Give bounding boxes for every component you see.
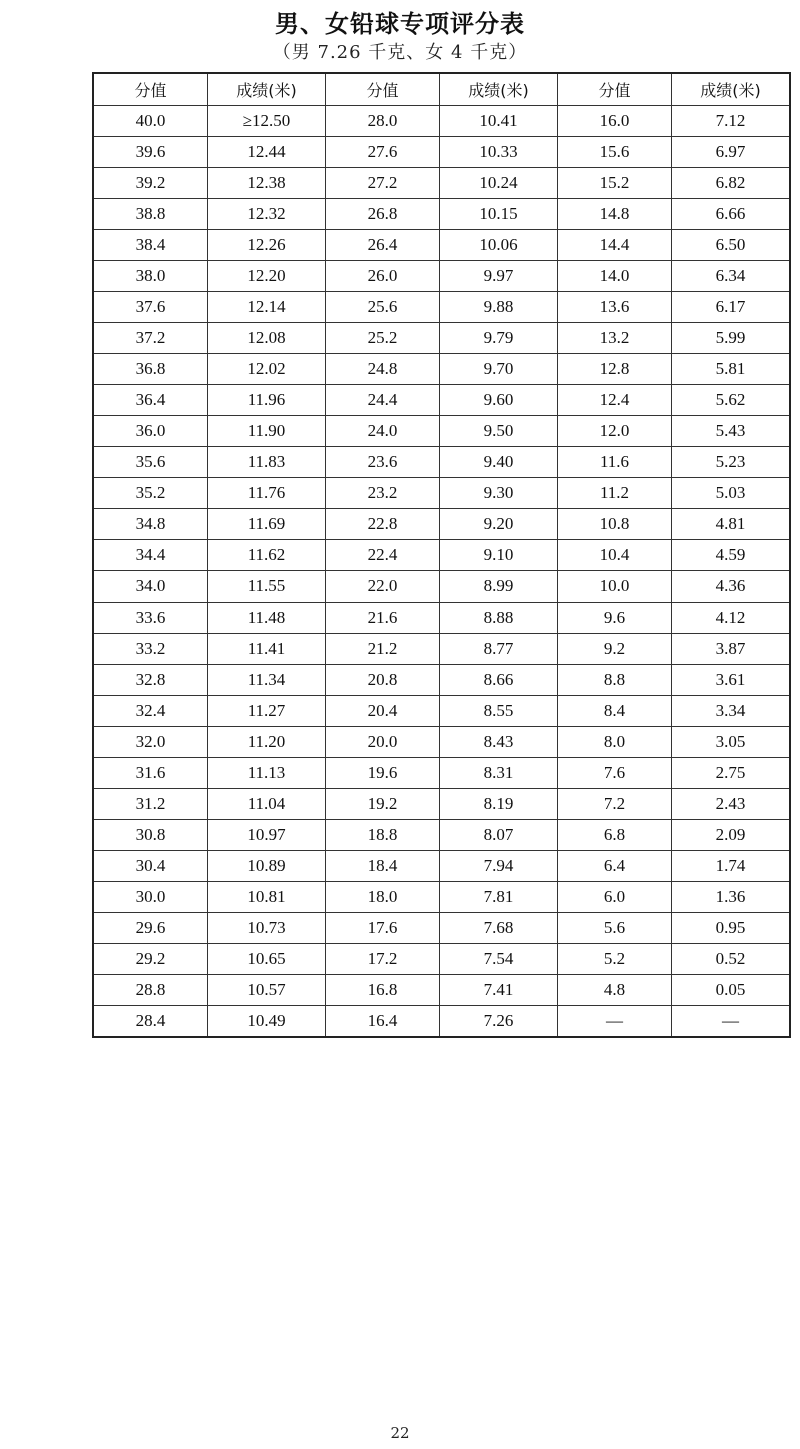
result-cell: 7.54: [440, 944, 558, 975]
score-cell: 26.8: [326, 198, 440, 229]
score-cell: 23.6: [326, 447, 440, 478]
score-cell: 21.2: [326, 633, 440, 664]
page-title: 男、女铅球专项评分表: [275, 10, 525, 38]
score-cell: 16.4: [326, 1006, 440, 1037]
result-cell: 11.90: [208, 416, 326, 447]
result-cell: 11.13: [208, 757, 326, 788]
result-cell: 12.14: [208, 291, 326, 322]
result-cell: 8.66: [440, 664, 558, 695]
table-row: [93, 198, 790, 229]
score-cell: 12.4: [558, 385, 672, 416]
score-cell: 39.6: [93, 136, 208, 167]
score-cell: 37.6: [93, 291, 208, 322]
score-cell: 9.6: [558, 602, 672, 633]
score-cell: 32.0: [93, 726, 208, 757]
score-cell: 24.0: [326, 416, 440, 447]
result-cell: 8.43: [440, 726, 558, 757]
score-cell: 8.8: [558, 664, 672, 695]
result-cell: 12.20: [208, 260, 326, 291]
column-header-result: 成绩(米): [440, 73, 558, 105]
score-cell: 14.0: [558, 260, 672, 291]
result-cell: 11.62: [208, 540, 326, 571]
result-cell: 8.31: [440, 757, 558, 788]
result-cell: 10.89: [208, 851, 326, 882]
score-cell: 4.8: [558, 975, 672, 1006]
score-cell: 6.8: [558, 819, 672, 850]
score-cell: 39.2: [93, 167, 208, 198]
score-cell: 12.8: [558, 354, 672, 385]
score-cell: 28.8: [93, 975, 208, 1006]
score-cell: 7.6: [558, 757, 672, 788]
score-cell: 26.4: [326, 229, 440, 260]
score-cell: 10.8: [558, 509, 672, 540]
score-cell: 35.6: [93, 447, 208, 478]
score-cell: 25.2: [326, 322, 440, 353]
score-cell: 28.4: [93, 1006, 208, 1037]
result-cell: 0.52: [672, 944, 791, 975]
column-header-score: 分值: [558, 73, 672, 105]
result-cell: 3.61: [672, 664, 791, 695]
table-row: [93, 944, 790, 975]
result-cell: 9.50: [440, 416, 558, 447]
score-cell: 30.0: [93, 882, 208, 913]
result-cell: 11.20: [208, 726, 326, 757]
score-cell: 30.8: [93, 819, 208, 850]
score-cell: 15.6: [558, 136, 672, 167]
score-cell: 24.8: [326, 354, 440, 385]
table-row: [93, 602, 790, 633]
score-cell: 20.4: [326, 695, 440, 726]
result-cell: 10.49: [208, 1006, 326, 1037]
result-cell: 11.96: [208, 385, 326, 416]
result-cell: 7.12: [672, 105, 791, 136]
result-cell: 8.55: [440, 695, 558, 726]
score-cell: 14.4: [558, 229, 672, 260]
score-cell: 18.8: [326, 819, 440, 850]
score-cell: 9.2: [558, 633, 672, 664]
score-cell: 22.8: [326, 509, 440, 540]
score-cell: 24.4: [326, 385, 440, 416]
result-cell: 6.50: [672, 229, 791, 260]
score-cell: 31.2: [93, 788, 208, 819]
result-cell: 9.20: [440, 509, 558, 540]
result-cell: 7.26: [440, 1006, 558, 1037]
score-cell: 19.6: [326, 757, 440, 788]
score-cell: 17.2: [326, 944, 440, 975]
result-cell: 8.19: [440, 788, 558, 819]
score-cell: 10.4: [558, 540, 672, 571]
result-cell: 5.43: [672, 416, 791, 447]
score-cell: 5.6: [558, 913, 672, 944]
score-cell: 22.0: [326, 571, 440, 602]
table-row: [93, 851, 790, 882]
score-cell: 14.8: [558, 198, 672, 229]
result-cell: 11.34: [208, 664, 326, 695]
result-cell: ≥12.50: [208, 105, 326, 136]
score-cell: 38.0: [93, 260, 208, 291]
column-header-score: 分值: [93, 73, 208, 105]
score-cell: 36.0: [93, 416, 208, 447]
table-body: [93, 105, 790, 1037]
result-cell: —: [672, 1006, 791, 1037]
result-cell: 5.81: [672, 354, 791, 385]
result-cell: 11.69: [208, 509, 326, 540]
result-cell: 7.81: [440, 882, 558, 913]
table-row: [93, 416, 790, 447]
score-cell: 23.2: [326, 478, 440, 509]
result-cell: 10.65: [208, 944, 326, 975]
table-row: [93, 571, 790, 602]
column-header-result: 成绩(米): [672, 73, 791, 105]
score-cell: 20.0: [326, 726, 440, 757]
score-cell: 11.2: [558, 478, 672, 509]
result-cell: 11.48: [208, 602, 326, 633]
score-cell: 28.0: [326, 105, 440, 136]
score-cell: 31.6: [93, 757, 208, 788]
score-cell: 34.4: [93, 540, 208, 571]
score-cell: 6.4: [558, 851, 672, 882]
score-cell: 25.6: [326, 291, 440, 322]
result-cell: 10.81: [208, 882, 326, 913]
header-row: [93, 73, 790, 105]
score-cell: 8.4: [558, 695, 672, 726]
result-cell: 11.41: [208, 633, 326, 664]
score-cell: 18.4: [326, 851, 440, 882]
score-cell: 32.4: [93, 695, 208, 726]
score-cell: 21.6: [326, 602, 440, 633]
result-cell: 9.10: [440, 540, 558, 571]
page-subtitle: （男 7.26 千克、女 4 千克）: [272, 42, 528, 63]
result-cell: 10.15: [440, 198, 558, 229]
result-cell: 6.97: [672, 136, 791, 167]
result-cell: 11.76: [208, 478, 326, 509]
score-cell: 40.0: [93, 105, 208, 136]
score-cell: 27.6: [326, 136, 440, 167]
score-cell: 13.2: [558, 322, 672, 353]
score-cell: 35.2: [93, 478, 208, 509]
table-row: [93, 726, 790, 757]
result-cell: 2.09: [672, 819, 791, 850]
result-cell: 6.17: [672, 291, 791, 322]
result-cell: 5.03: [672, 478, 791, 509]
result-cell: 1.36: [672, 882, 791, 913]
table-row: [93, 509, 790, 540]
score-cell: 13.6: [558, 291, 672, 322]
table-row: [93, 229, 790, 260]
result-cell: 9.70: [440, 354, 558, 385]
result-cell: 12.08: [208, 322, 326, 353]
result-cell: 4.81: [672, 509, 791, 540]
table-row: [93, 167, 790, 198]
table-row: [93, 447, 790, 478]
score-cell: 15.2: [558, 167, 672, 198]
table-row: [93, 664, 790, 695]
result-cell: 8.99: [440, 571, 558, 602]
result-cell: 5.99: [672, 322, 791, 353]
score-cell: 27.2: [326, 167, 440, 198]
score-cell: 32.8: [93, 664, 208, 695]
result-cell: 12.02: [208, 354, 326, 385]
result-cell: 9.88: [440, 291, 558, 322]
result-cell: 4.59: [672, 540, 791, 571]
result-cell: 10.24: [440, 167, 558, 198]
result-cell: 11.83: [208, 447, 326, 478]
table-row: [93, 291, 790, 322]
page-number: 22: [390, 1424, 410, 1442]
score-cell: 12.0: [558, 416, 672, 447]
result-cell: 7.68: [440, 913, 558, 944]
result-cell: 12.38: [208, 167, 326, 198]
score-cell: 22.4: [326, 540, 440, 571]
score-cell: 29.6: [93, 913, 208, 944]
table-row: [93, 260, 790, 291]
result-cell: 3.05: [672, 726, 791, 757]
shot-put-score-table: [92, 72, 791, 1038]
result-cell: 10.06: [440, 229, 558, 260]
table-header: [93, 73, 790, 105]
score-cell: 36.8: [93, 354, 208, 385]
result-cell: 8.07: [440, 819, 558, 850]
table-row: [93, 757, 790, 788]
result-cell: 11.04: [208, 788, 326, 819]
table-row: [93, 788, 790, 819]
result-cell: 9.40: [440, 447, 558, 478]
result-cell: 10.57: [208, 975, 326, 1006]
result-cell: 11.27: [208, 695, 326, 726]
score-cell: 7.2: [558, 788, 672, 819]
score-cell: 8.0: [558, 726, 672, 757]
result-cell: 10.73: [208, 913, 326, 944]
table-row: [93, 975, 790, 1006]
table-row: [93, 322, 790, 353]
score-cell: 36.4: [93, 385, 208, 416]
result-cell: 3.34: [672, 695, 791, 726]
score-cell: 16.0: [558, 105, 672, 136]
result-cell: 5.62: [672, 385, 791, 416]
score-cell: 34.0: [93, 571, 208, 602]
score-cell: 5.2: [558, 944, 672, 975]
result-cell: 8.77: [440, 633, 558, 664]
score-cell: 33.2: [93, 633, 208, 664]
table-row: [93, 478, 790, 509]
table-row: [93, 385, 790, 416]
score-cell: 18.0: [326, 882, 440, 913]
result-cell: 7.41: [440, 975, 558, 1006]
result-cell: 6.66: [672, 198, 791, 229]
result-cell: 7.94: [440, 851, 558, 882]
result-cell: 5.23: [672, 447, 791, 478]
score-cell: 16.8: [326, 975, 440, 1006]
result-cell: 1.74: [672, 851, 791, 882]
table-row: [93, 136, 790, 167]
score-cell: 29.2: [93, 944, 208, 975]
result-cell: 9.97: [440, 260, 558, 291]
score-cell: 38.4: [93, 229, 208, 260]
score-cell: 33.6: [93, 602, 208, 633]
score-cell: 38.8: [93, 198, 208, 229]
result-cell: 10.97: [208, 819, 326, 850]
table-row: [93, 540, 790, 571]
result-cell: 4.36: [672, 571, 791, 602]
table-row: [93, 819, 790, 850]
result-cell: 10.41: [440, 105, 558, 136]
score-cell: 30.4: [93, 851, 208, 882]
result-cell: 6.82: [672, 167, 791, 198]
score-cell: 19.2: [326, 788, 440, 819]
table-row: [93, 1006, 790, 1037]
score-cell: 11.6: [558, 447, 672, 478]
column-header-result: 成绩(米): [208, 73, 326, 105]
score-cell: 26.0: [326, 260, 440, 291]
table-row: [93, 913, 790, 944]
result-cell: 3.87: [672, 633, 791, 664]
score-cell: 10.0: [558, 571, 672, 602]
score-cell: 20.8: [326, 664, 440, 695]
result-cell: 12.26: [208, 229, 326, 260]
result-cell: 10.33: [440, 136, 558, 167]
result-cell: 12.44: [208, 136, 326, 167]
result-cell: 8.88: [440, 602, 558, 633]
result-cell: 9.79: [440, 322, 558, 353]
result-cell: 11.55: [208, 571, 326, 602]
table-row: [93, 633, 790, 664]
result-cell: 0.95: [672, 913, 791, 944]
column-header-score: 分值: [326, 73, 440, 105]
result-cell: 9.30: [440, 478, 558, 509]
score-cell: 6.0: [558, 882, 672, 913]
table-row: [93, 105, 790, 136]
table-row: [93, 695, 790, 726]
score-cell: 34.8: [93, 509, 208, 540]
table-row: [93, 354, 790, 385]
score-cell: 37.2: [93, 322, 208, 353]
table-row: [93, 882, 790, 913]
result-cell: 0.05: [672, 975, 791, 1006]
result-cell: 9.60: [440, 385, 558, 416]
result-cell: 12.32: [208, 198, 326, 229]
score-cell: 17.6: [326, 913, 440, 944]
result-cell: 4.12: [672, 602, 791, 633]
result-cell: 6.34: [672, 260, 791, 291]
score-cell: —: [558, 1006, 672, 1037]
result-cell: 2.43: [672, 788, 791, 819]
result-cell: 2.75: [672, 757, 791, 788]
